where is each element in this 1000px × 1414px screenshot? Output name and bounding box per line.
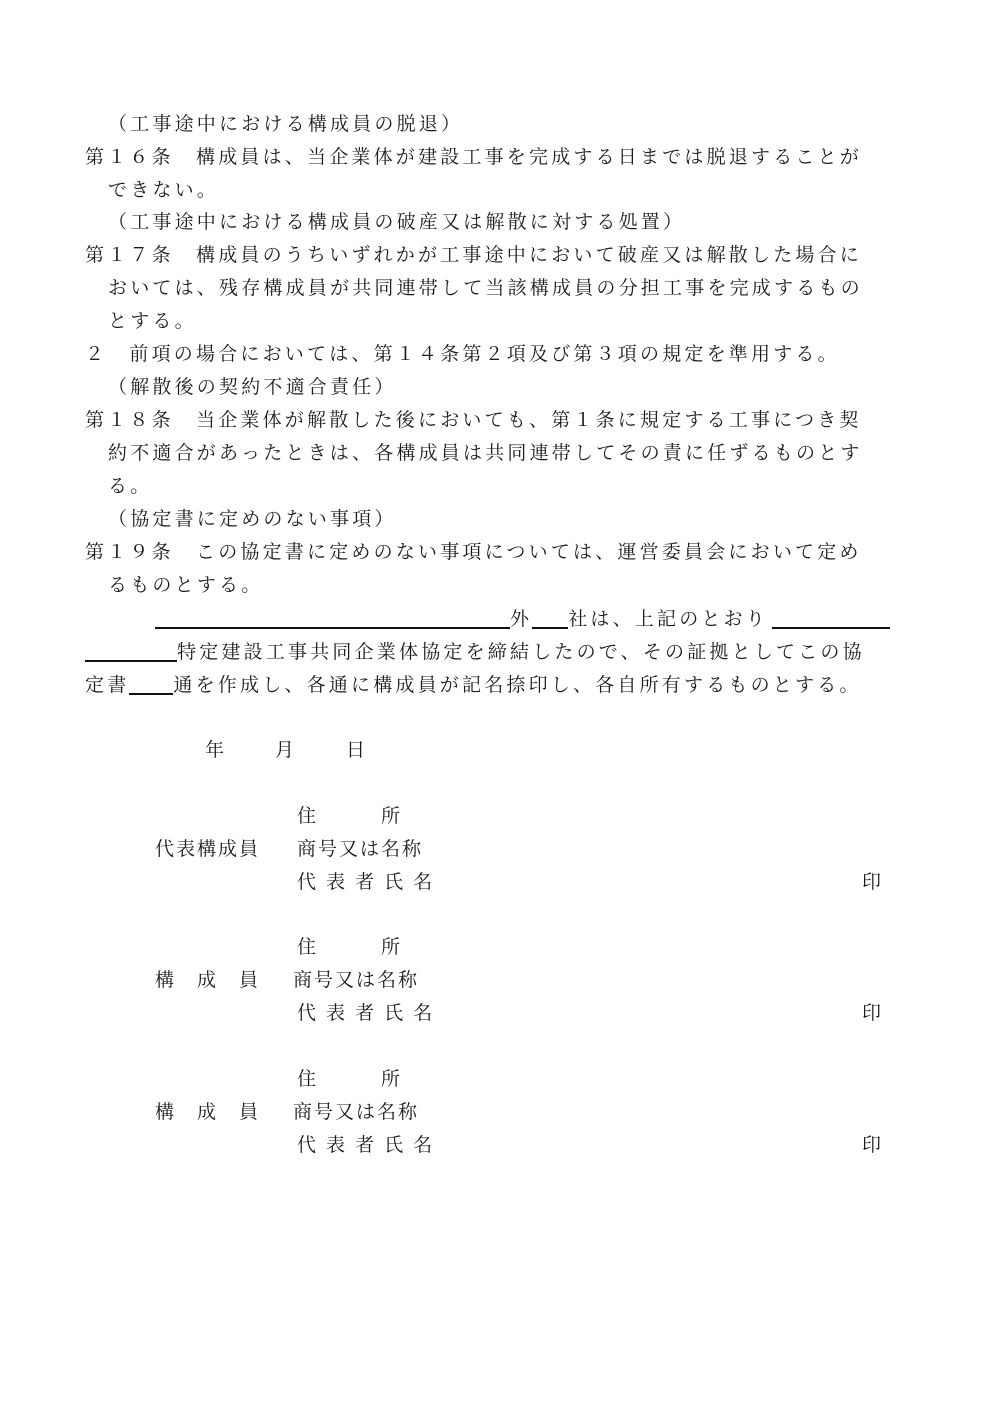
closing-text: 外 [510,608,533,630]
blank-line-project-name [772,609,890,629]
seal-mark: 印 [862,871,882,893]
signatory-role: 構 成 員 [155,969,261,991]
article-17-text-cont: おいては、残存構成員が共同連帯して当該構成員の分担工事を完成するもの [108,277,863,299]
article-19-heading: （協定書に定めのない事項） [108,508,397,530]
closing-text: 定書 [85,674,130,696]
closing-line-2 [85,642,865,662]
blank-line-copies [129,675,173,695]
article-16-text-cont: できない。 [108,179,220,201]
address-label: 住 所 [297,936,403,958]
closing-text: 社は、上記のとおり [568,608,769,630]
article-17-paragraph-2: ２ 前項の場合においては、第１４条第２項及び第３項の規定を準用する。 [85,343,840,365]
article-17-heading: （工事途中における構成員の破産又は解散に対する処置） [108,211,686,233]
address-label: 住 所 [297,1068,403,1090]
date-year: 年 [205,739,227,761]
company-name-label: 商号又は名称 [293,969,420,991]
article-18-text: 第１８条 当企業体が解散した後においても、第１条に規定する工事につき契 [85,409,862,431]
representative-label: 代 表 者 氏 名 [297,871,435,893]
blank-line-count [532,609,568,629]
article-18-heading: （解散後の契約不適合責任） [108,376,397,398]
signatory-role: 構 成 員 [155,1101,261,1123]
article-16-heading: （工事途中における構成員の脱退） [108,113,464,135]
date-month: 月 [275,739,297,761]
blank-line-jv-name [155,609,510,629]
closing-text: 通を作成し、各通に構成員が記名捺印し、各自所有するものとする。 [173,674,862,696]
representative-label: 代 表 者 氏 名 [297,1002,435,1024]
company-name-label: 商号又は名称 [293,1101,420,1123]
closing-line-1 [155,609,890,629]
article-19-text: 第１９条 この協定書に定めのない事項については、運営委員会において定め [85,541,862,563]
signatory-role: 代表構成員 [155,838,261,860]
article-18-text-cont: 約不適合があったときは、各構成員は共同連帯してその責に任ずるものとす [108,442,863,464]
article-17-text: 第１７条 構成員のうちいずれかが工事途中において破産又は解散した場合に [85,244,863,266]
article-18-text-cont: る。 [108,475,153,497]
company-name-label: 商号又は名称 [297,838,424,860]
seal-mark: 印 [862,1002,882,1024]
blank-line-project-name-cont [85,642,177,662]
date-day: 日 [346,739,368,761]
closing-text: 特定建設工事共同企業体協定を締結したので、その証拠としてこの協 [177,641,865,663]
seal-mark: 印 [862,1134,882,1156]
article-19-text-cont: るものとする。 [108,574,264,596]
closing-line-3 [85,675,862,695]
representative-label: 代 表 者 氏 名 [297,1134,435,1156]
address-label: 住 所 [297,805,403,827]
article-17-text-cont: とする。 [108,310,197,332]
article-16-text: 第１６条 構成員は、当企業体が建設工事を完成する日までは脱退することが [85,146,863,168]
